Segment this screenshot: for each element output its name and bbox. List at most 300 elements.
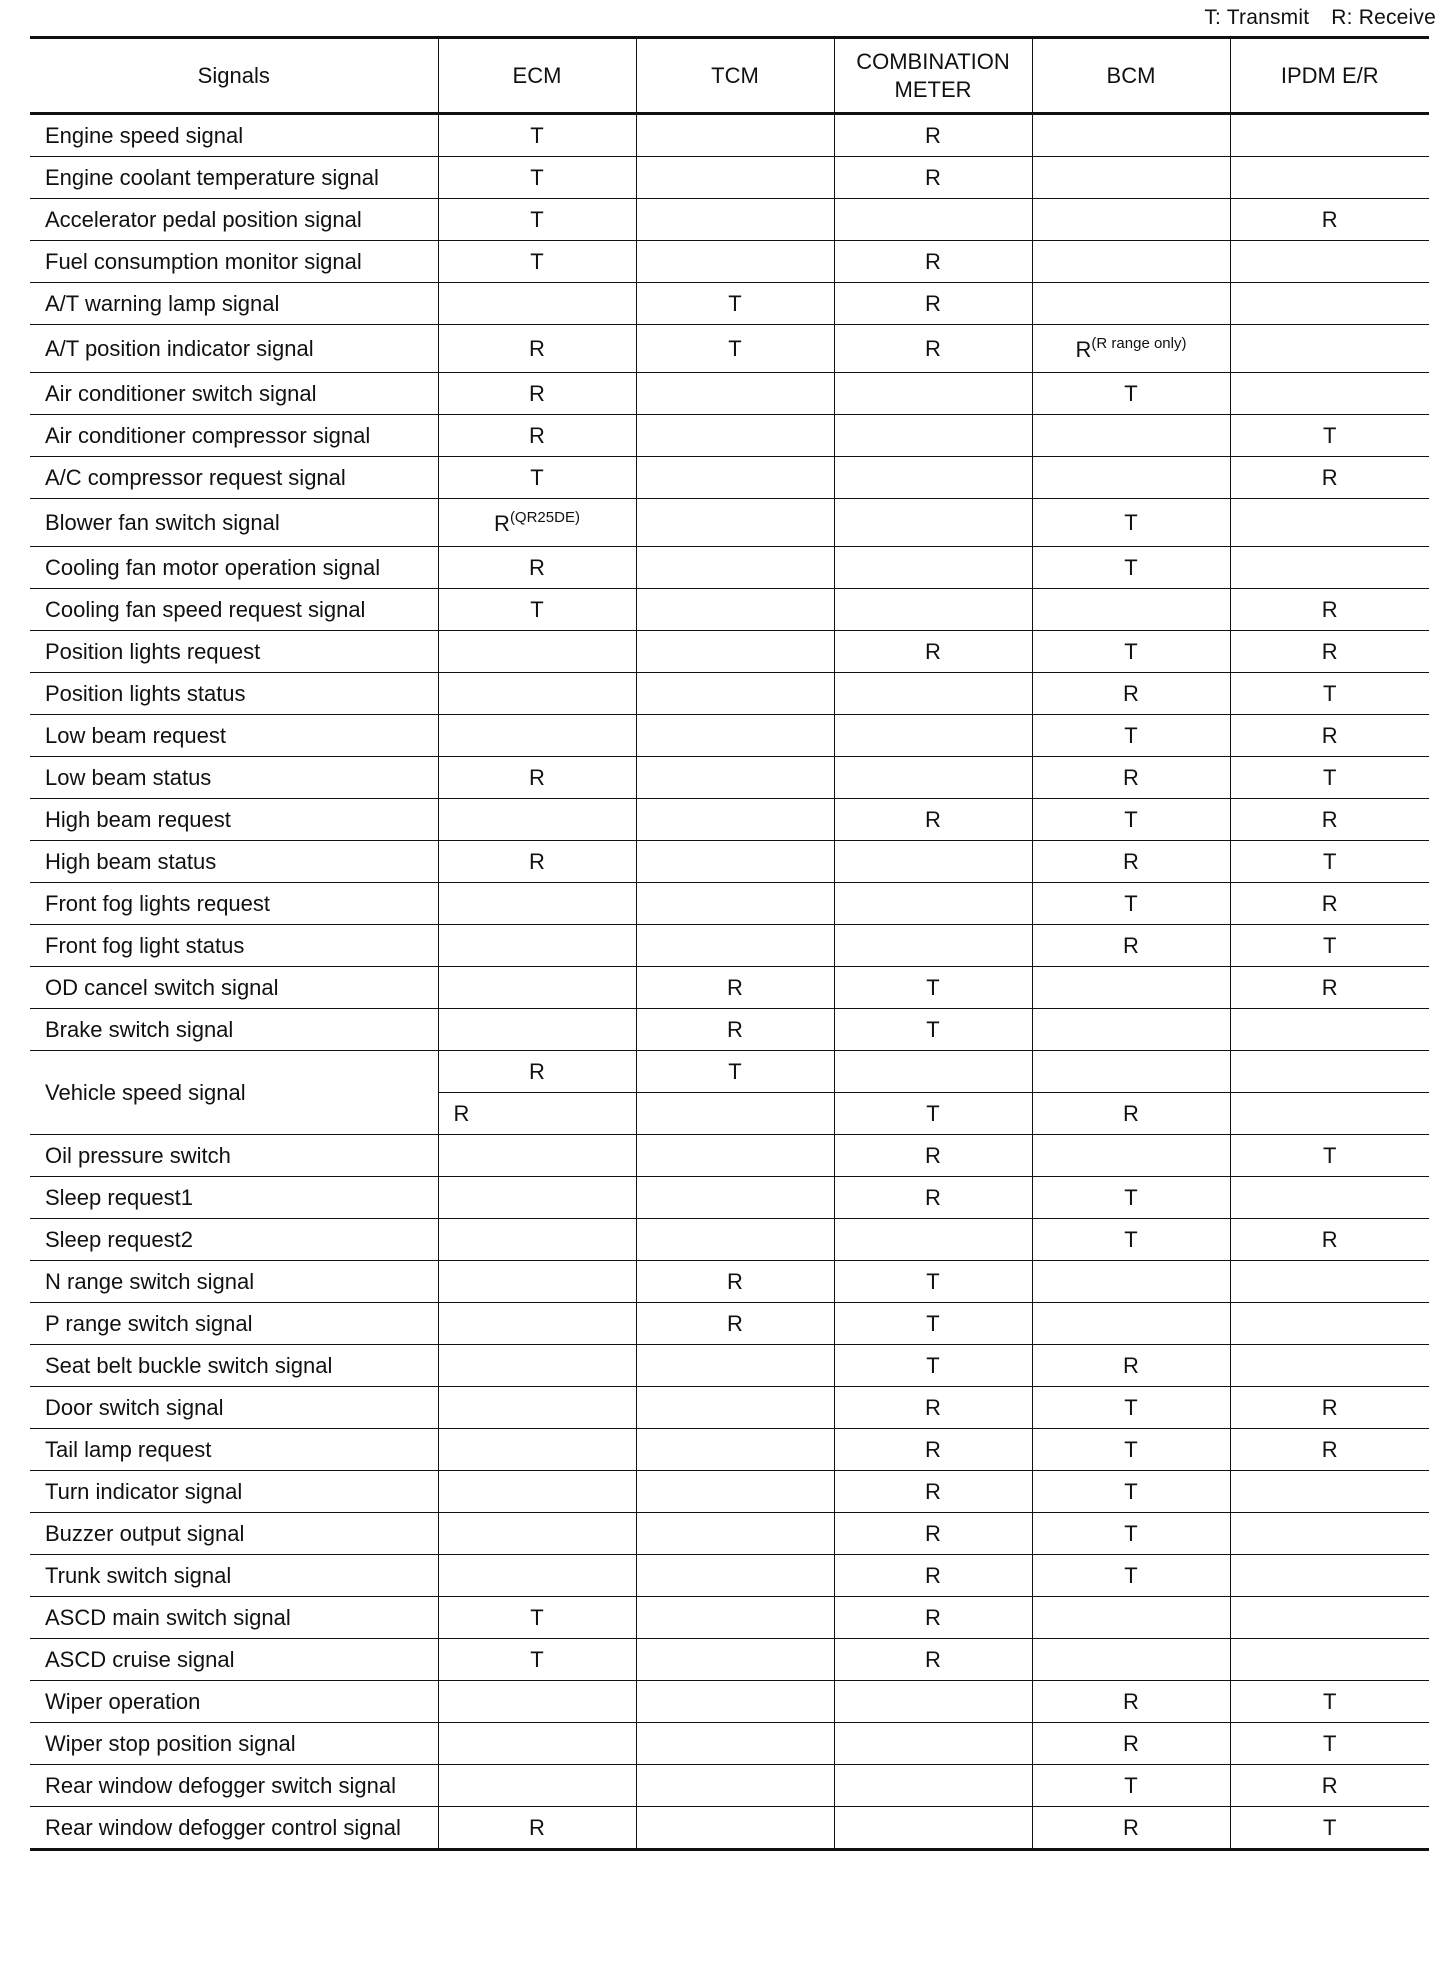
table-row (30, 925, 1429, 967)
cell-value: T (530, 164, 544, 190)
cell-value: Rear window defogger control signal (45, 1814, 401, 1840)
cell-signal (30, 1639, 438, 1681)
table-row (30, 325, 1429, 373)
cell-value: R (1321, 638, 1338, 664)
cell-value: T (530, 596, 544, 622)
cell-value: R (925, 1520, 941, 1546)
table-row (30, 1597, 1429, 1639)
table-row (30, 967, 1429, 1009)
cell-combination-meter (834, 1387, 1032, 1429)
cell-bcm (1032, 415, 1230, 457)
cell-signal (30, 199, 438, 241)
cell-ipdm (1230, 1807, 1429, 1850)
cell-signal (30, 457, 438, 499)
cell-ecm (438, 1471, 636, 1513)
cell-value: R (1321, 1394, 1338, 1420)
cell-ecm (438, 499, 636, 547)
cell-ipdm (1230, 283, 1429, 325)
cell-value: Tail lamp request (45, 1436, 212, 1462)
cell-tcm (636, 589, 834, 631)
cell-signal (30, 883, 438, 925)
cell-value: T (530, 1604, 544, 1630)
cell-value: R (1123, 848, 1139, 874)
cell-ecm (438, 799, 636, 841)
cell-tcm (636, 925, 834, 967)
cell-bcm (1032, 925, 1230, 967)
cell-ipdm (1230, 1765, 1429, 1807)
cell-value: R (1321, 596, 1338, 622)
cell-ipdm (1230, 1345, 1429, 1387)
cell-ipdm (1230, 715, 1429, 757)
cell-signal (30, 1555, 438, 1597)
cell-ecm (438, 1009, 636, 1051)
cell-bcm (1032, 841, 1230, 883)
cell-tcm (636, 1345, 834, 1387)
cell-value: T (1124, 1478, 1138, 1504)
cell-signal (30, 415, 438, 457)
cell-combination-meter (834, 1345, 1032, 1387)
cell-value: R (529, 380, 545, 406)
table-row (30, 883, 1429, 925)
table-row (30, 715, 1429, 757)
table-body (30, 114, 1429, 1850)
cell-bcm (1032, 1051, 1230, 1093)
cell-ipdm (1230, 325, 1429, 373)
cell-signal (30, 157, 438, 199)
cell-value: R (925, 1646, 941, 1672)
cell-tcm (636, 1009, 834, 1051)
cell-ipdm (1230, 883, 1429, 925)
cell-value: T (1124, 1772, 1138, 1798)
table-row (30, 1681, 1429, 1723)
header-tcm: TCM (636, 38, 834, 114)
cell-value: Low beam request (45, 722, 226, 748)
cell-value: Sleep request2 (45, 1226, 193, 1252)
cell-bcm (1032, 1303, 1230, 1345)
table-row (30, 1639, 1429, 1681)
cell-ecm (438, 1513, 636, 1555)
cell-signal (30, 1135, 438, 1177)
cell-value: R (1123, 1730, 1139, 1756)
cell-ipdm (1230, 1009, 1429, 1051)
cell-ipdm (1230, 1387, 1429, 1429)
cell-value: T (926, 1310, 940, 1336)
cell-value: T (1124, 1520, 1138, 1546)
cell-signal (30, 1513, 438, 1555)
header-combination-line2: METER (894, 76, 972, 102)
cell-ipdm (1230, 1177, 1429, 1219)
cell-bcm (1032, 199, 1230, 241)
cell-value: R (925, 1394, 941, 1420)
cell-combination-meter (834, 1009, 1032, 1051)
cell-value: T (1323, 422, 1337, 448)
cell-ipdm (1230, 1681, 1429, 1723)
cell-combination-meter (834, 1723, 1032, 1765)
cell-value: T (1124, 1436, 1138, 1462)
cell-value: Door switch signal (45, 1394, 224, 1420)
cell-value: R (925, 1142, 941, 1168)
cell-signal: Vehicle speed signal (30, 1051, 438, 1135)
table-row (30, 415, 1429, 457)
cell-value: R (1123, 1352, 1139, 1378)
cell-value: Cooling fan speed request signal (45, 596, 366, 622)
cell-value: Sleep request1 (45, 1184, 193, 1210)
cell-ecm (438, 241, 636, 283)
cell-value: R (529, 554, 545, 580)
table-row (30, 1807, 1429, 1850)
cell-ipdm (1230, 547, 1429, 589)
cell-value: T (1323, 764, 1337, 790)
cell-ecm (438, 457, 636, 499)
cell-ecm (438, 1303, 636, 1345)
cell-combination-meter (834, 967, 1032, 1009)
cell-ecm (438, 283, 636, 325)
cell-value: Front fog lights request (45, 890, 271, 916)
cell-value: T (1323, 848, 1337, 874)
table-row (30, 1345, 1429, 1387)
cell-tcm (636, 157, 834, 199)
cell-tcm (636, 757, 834, 799)
cell-bcm (1032, 1387, 1230, 1429)
cell-value: T (1124, 806, 1138, 832)
cell-combination-meter (834, 1219, 1032, 1261)
cell-tcm (636, 1261, 834, 1303)
cell-combination-meter (834, 1429, 1032, 1471)
cell-combination-meter (834, 283, 1032, 325)
cell-ipdm (1230, 1723, 1429, 1765)
table-row (30, 157, 1429, 199)
cell-combination-meter (834, 415, 1032, 457)
cell-ipdm (1230, 1303, 1429, 1345)
cell-tcm (636, 1513, 834, 1555)
cell-tcm (636, 114, 834, 157)
cell-combination-meter (834, 841, 1032, 883)
table-row (30, 1555, 1429, 1597)
cell-bcm (1032, 1597, 1230, 1639)
cell-signal (30, 1261, 438, 1303)
cell-signal (30, 715, 438, 757)
cell-combination-meter (834, 1639, 1032, 1681)
cell-ipdm (1230, 373, 1429, 415)
cell-ecm (438, 673, 636, 715)
cell-signal (30, 925, 438, 967)
cell-ecm (438, 157, 636, 199)
cell-value: T (1124, 380, 1138, 406)
cell-combination-meter (834, 1093, 1032, 1135)
cell-value: Accelerator pedal position signal (45, 206, 362, 232)
table-row (30, 1387, 1429, 1429)
cell-bcm (1032, 1807, 1230, 1850)
cell-ipdm (1230, 925, 1429, 967)
table-row (30, 1723, 1429, 1765)
cell-value: Air conditioner compressor signal (45, 422, 371, 448)
cell-tcm (636, 673, 834, 715)
cell-combination-meter (834, 1303, 1032, 1345)
table-row (30, 673, 1429, 715)
cell-ecm (438, 114, 636, 157)
cell-ecm (438, 1135, 636, 1177)
cell-bcm (1032, 1723, 1230, 1765)
cell-combination-meter (834, 199, 1032, 241)
cell-tcm (636, 241, 834, 283)
cell-value: R (727, 1016, 743, 1042)
note-qr25de: (QR25DE) (509, 508, 580, 526)
cell-bcm (1032, 499, 1230, 547)
cell-value: T (530, 1646, 544, 1672)
cell-bcm (1032, 589, 1230, 631)
cell-signal (30, 631, 438, 673)
cell-tcm (636, 1303, 834, 1345)
table-row (30, 373, 1429, 415)
cell-ecm (438, 1093, 636, 1135)
cell-ecm (438, 967, 636, 1009)
cell-ipdm (1230, 1513, 1429, 1555)
table-row (30, 757, 1429, 799)
cell-value: T (1124, 1184, 1138, 1210)
cell-ecm (438, 1429, 636, 1471)
cell-bcm (1032, 114, 1230, 157)
cell-value: R (925, 335, 941, 361)
cell-value: R (453, 1100, 470, 1126)
cell-value: Fuel consumption monitor signal (45, 248, 362, 274)
cell-value: T (926, 1352, 940, 1378)
cell-tcm (636, 1051, 834, 1093)
table-row (30, 241, 1429, 283)
cell-value: P range switch signal (45, 1310, 253, 1336)
cell-value: R (529, 422, 545, 448)
cell-signal (30, 1177, 438, 1219)
cell-ecm (438, 715, 636, 757)
cell-ecm (438, 631, 636, 673)
cell-combination-meter (834, 883, 1032, 925)
cell-ecm (438, 925, 636, 967)
cell-tcm (636, 415, 834, 457)
cell-ipdm (1230, 799, 1429, 841)
cell-tcm (636, 1807, 834, 1850)
cell-value: R (1123, 1688, 1139, 1714)
cell-ipdm (1230, 1429, 1429, 1471)
cell-ecm (438, 1345, 636, 1387)
cell-value: T (530, 464, 544, 490)
table-row (30, 1429, 1429, 1471)
cell-tcm (636, 283, 834, 325)
cell-combination-meter (834, 547, 1032, 589)
cell-value: R (925, 1478, 941, 1504)
cell-value: T (530, 206, 544, 232)
cell-ecm (438, 1681, 636, 1723)
cell-value: T (728, 335, 742, 361)
cell-tcm (636, 1555, 834, 1597)
cell-ipdm (1230, 157, 1429, 199)
cell-signal (30, 1765, 438, 1807)
cell-bcm (1032, 373, 1230, 415)
cell-value: Cooling fan motor operation signal (45, 554, 381, 580)
cell-bcm (1032, 325, 1230, 373)
table-row (30, 1513, 1429, 1555)
cell-combination-meter (834, 373, 1032, 415)
table-row (30, 1471, 1429, 1513)
header-signals: Signals (30, 38, 438, 114)
cell-tcm (636, 373, 834, 415)
cell-tcm (636, 547, 834, 589)
cell-combination-meter (834, 1513, 1032, 1555)
cell-combination-meter (834, 1765, 1032, 1807)
cell-bcm (1032, 1471, 1230, 1513)
cell-ipdm (1230, 1639, 1429, 1681)
cell-value: T (1323, 1730, 1337, 1756)
cell-bcm (1032, 673, 1230, 715)
cell-tcm (636, 1177, 834, 1219)
table-row (30, 589, 1429, 631)
cell-value: T (530, 248, 544, 274)
cell-ecm (438, 1261, 636, 1303)
cell-tcm (636, 499, 834, 547)
cell-value: Engine coolant temperature signal (45, 164, 379, 190)
cell-ipdm (1230, 1051, 1429, 1093)
cell-combination-meter (834, 1177, 1032, 1219)
cell-ipdm (1230, 589, 1429, 631)
cell-value: R (1321, 1226, 1338, 1252)
legend (1188, 6, 1436, 30)
cell-ecm (438, 841, 636, 883)
cell-signal (30, 499, 438, 547)
cell-value: Turn indicator signal (45, 1478, 243, 1504)
cell-value: T (1323, 1142, 1337, 1168)
cell-value: Wiper stop position signal (45, 1730, 296, 1756)
cell-value: ASCD cruise signal (45, 1646, 235, 1672)
cell-value: T (1323, 932, 1337, 958)
cell-tcm (636, 967, 834, 1009)
cell-signal (30, 1471, 438, 1513)
cell-bcm (1032, 1765, 1230, 1807)
cell-value: R (925, 1562, 941, 1588)
header-ecm: ECM (438, 38, 636, 114)
cell-signal (30, 1807, 438, 1850)
table-row (30, 1009, 1429, 1051)
cell-ipdm (1230, 673, 1429, 715)
cell-value: R (529, 1814, 545, 1840)
cell-value: R (925, 1184, 941, 1210)
cell-value: R (925, 290, 941, 316)
cell-value: Front fog light status (45, 932, 245, 958)
table-row (30, 199, 1429, 241)
cell-value: T (1124, 722, 1138, 748)
cell-combination-meter (834, 757, 1032, 799)
cell-value: R (727, 974, 743, 1000)
table-row (30, 457, 1429, 499)
cell-value: R (925, 806, 941, 832)
cell-value: Position lights request (45, 638, 261, 664)
cell-ecm (438, 1387, 636, 1429)
cell-tcm (636, 325, 834, 373)
table-row (30, 547, 1429, 589)
cell-ecm (438, 883, 636, 925)
cell-value: High beam status (45, 848, 217, 874)
cell-bcm (1032, 1009, 1230, 1051)
cell-tcm (636, 1765, 834, 1807)
cell-combination-meter (834, 457, 1032, 499)
cell-bcm (1032, 1135, 1230, 1177)
table-row (30, 283, 1429, 325)
cell-tcm (636, 1597, 834, 1639)
cell-tcm (636, 799, 834, 841)
cell-bcm (1032, 283, 1230, 325)
cell-bcm (1032, 547, 1230, 589)
cell-combination-meter (834, 1555, 1032, 1597)
cell-signal (30, 241, 438, 283)
cell-value: R (529, 848, 545, 874)
cell-bcm (1032, 1093, 1230, 1135)
cell-bcm (1032, 1177, 1230, 1219)
cell-signal (30, 1387, 438, 1429)
cell-ipdm (1230, 1555, 1429, 1597)
cell-bcm (1032, 1219, 1230, 1261)
cell-bcm (1032, 967, 1230, 1009)
cell-value: R (925, 248, 941, 274)
cell-value: High beam request (45, 806, 231, 832)
cell-value: T (728, 290, 742, 316)
cell-ipdm (1230, 631, 1429, 673)
cell-ecm (438, 1177, 636, 1219)
cell-combination-meter (834, 1051, 1032, 1093)
cell-ecm (438, 757, 636, 799)
cell-combination-meter (834, 1261, 1032, 1303)
cell-value: R (1321, 890, 1338, 916)
cell-ecm (438, 1555, 636, 1597)
cell-value: R (925, 1436, 941, 1462)
cell-value: Wiper operation (45, 1688, 201, 1714)
cell-value: N range switch signal (45, 1268, 255, 1294)
table-row (30, 631, 1429, 673)
cell-value: T (728, 1058, 742, 1084)
cell-value: R (727, 1310, 743, 1336)
table-row (30, 114, 1429, 157)
cell-value: R (1123, 680, 1139, 706)
cell-signal (30, 547, 438, 589)
cell-value: R (1321, 806, 1338, 832)
cell-tcm (636, 1429, 834, 1471)
cell-signal (30, 1009, 438, 1051)
cell-bcm (1032, 1555, 1230, 1597)
table-row (30, 1177, 1429, 1219)
cell-combination-meter (834, 715, 1032, 757)
cell-value: T (530, 122, 544, 148)
cell-value: Buzzer output signal (45, 1520, 245, 1546)
cell-combination-meter (834, 1681, 1032, 1723)
cell-value: T (1124, 509, 1138, 535)
header-combination-meter (834, 38, 1032, 114)
cell-value: T (1124, 554, 1138, 580)
cell-signal (30, 589, 438, 631)
cell-value: Trunk switch signal (45, 1562, 232, 1588)
cell-ipdm (1230, 199, 1429, 241)
cell-combination-meter (834, 499, 1032, 547)
cell-tcm (636, 1639, 834, 1681)
cell-tcm (636, 715, 834, 757)
cell-bcm (1032, 1261, 1230, 1303)
cell-combination-meter (834, 157, 1032, 199)
cell-value: OD cancel switch signal (45, 974, 279, 1000)
table-row (30, 1765, 1429, 1807)
cell-value: Engine speed signal (45, 122, 244, 148)
cell-value: R (1123, 1100, 1139, 1126)
cell-signal (30, 799, 438, 841)
cell-ipdm (1230, 967, 1429, 1009)
cell-ipdm (1230, 499, 1429, 547)
cell-value: T (1323, 680, 1337, 706)
cell-tcm (636, 631, 834, 673)
cell-value: T (1124, 1562, 1138, 1588)
